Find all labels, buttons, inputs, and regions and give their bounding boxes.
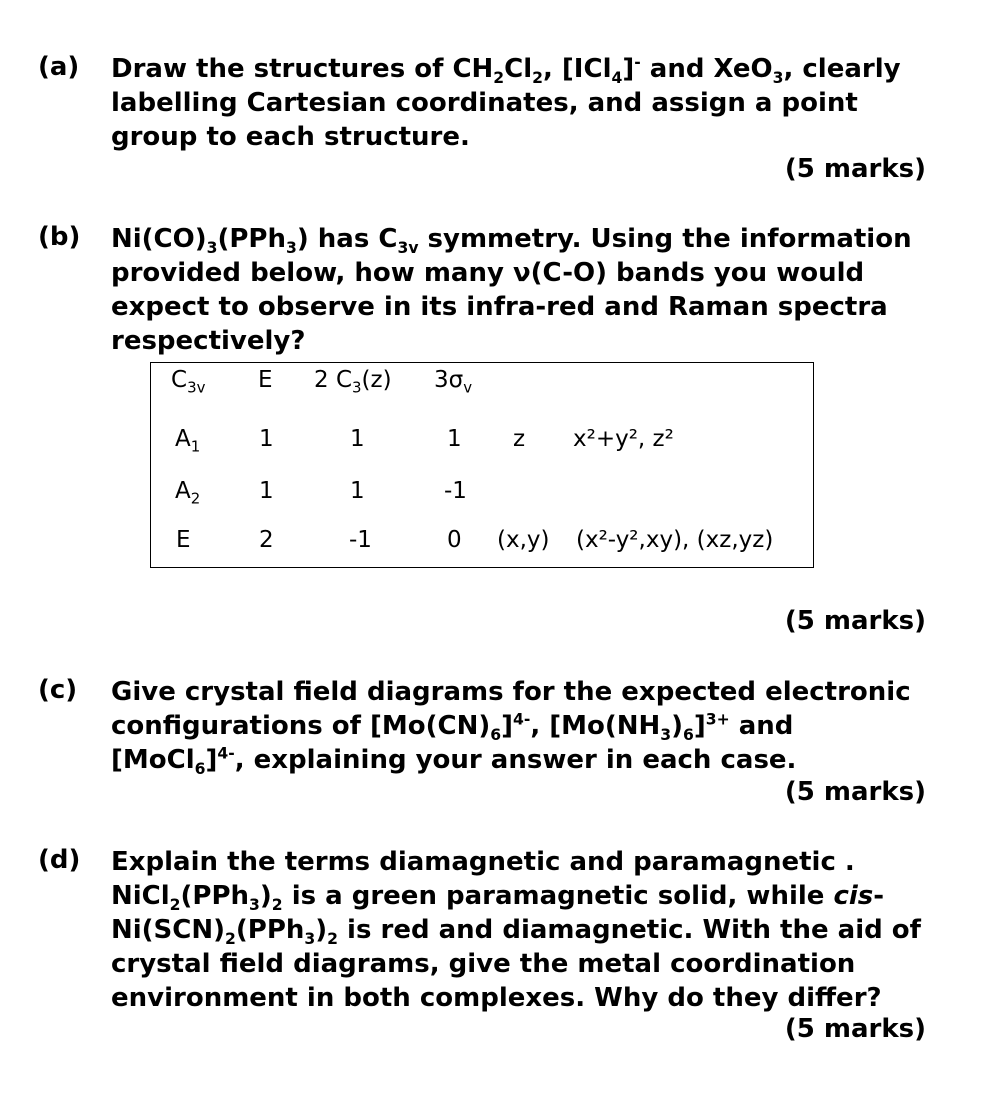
question-b-marks: (5 marks) bbox=[784, 606, 926, 636]
table-cell: -1 bbox=[444, 478, 467, 504]
table-header-c3: 2 $C_3(z)$ bbox=[314, 367, 392, 397]
table-row-a2-irrep: $A_2$ bbox=[175, 478, 201, 508]
table-group-header: $C_{3v}$ bbox=[171, 367, 206, 397]
table-cell: x²+y², z² bbox=[573, 426, 674, 452]
question-b bbox=[38, 222, 928, 358]
table-cell: (x²-y²,xy), (xz,yz) bbox=[576, 527, 774, 553]
question-c bbox=[38, 675, 928, 777]
question-d bbox=[38, 845, 928, 1015]
question-a-label: (a) bbox=[38, 52, 80, 82]
question-b-label: (b) bbox=[38, 222, 81, 252]
table-cell: 1 bbox=[259, 478, 274, 504]
question-d-marks: (5 marks) bbox=[784, 1014, 926, 1044]
question-a bbox=[38, 52, 928, 154]
table-row-a1-irrep: $A_1$ bbox=[175, 426, 201, 456]
question-d-text: Explain the terms diamagnetic and paramagnetic . $NiCl_2(PPh_3)_2$ is a green paramagnetic solid, while cis-$Ni(SCN)_2(PPh_3)_2$ is red and diamagnetic. With the aid of crystal field diagrams, give the metal coordination environment in both complexes. Why do they differ? bbox=[111, 847, 921, 1013]
table-cell: (x,y) bbox=[497, 527, 550, 553]
question-d-label: (d) bbox=[38, 845, 81, 875]
table-cell: 1 bbox=[350, 478, 365, 504]
question-b-text: $Ni(CO)_3(PPh_3)$ has $C_{3v}$ symmetry. Using the information provided below, how many ν(C-O) bands you would expect to observe in its infra-red and Raman spectra respectively? bbox=[111, 224, 912, 356]
table-row-e-irrep: E bbox=[176, 527, 191, 553]
table-cell: z bbox=[513, 426, 526, 452]
character-table bbox=[150, 362, 814, 568]
question-c-label: (c) bbox=[38, 675, 78, 705]
question-a-marks: (5 marks) bbox=[784, 154, 926, 184]
table-cell: -1 bbox=[349, 527, 372, 553]
table-cell: 1 bbox=[350, 426, 365, 452]
table-header-e: E bbox=[258, 367, 273, 393]
question-a-text: Draw the structures of $CH_2Cl_2$, [ICl$_4$]- and XeO$_3$, clearly labelling Cartesian coordinates, and assign a point group to each structure. bbox=[111, 53, 901, 152]
question-c-text: Give crystal field diagrams for the expected electronic configurations of $[Mo(CN)_6]^{4-}$, $[Mo(NH_3)_6]^{3+}$ and [MoCl$_6$]$^{4-}$, explaining your answer in each case. bbox=[111, 677, 911, 779]
table-cell: 1 bbox=[259, 426, 274, 452]
table-header-sigma: $3\sigma_v$ bbox=[434, 367, 473, 397]
table-cell: 1 bbox=[447, 426, 462, 452]
table-cell: 0 bbox=[447, 527, 462, 553]
table-cell: 2 bbox=[259, 527, 274, 553]
question-c-marks: (5 marks) bbox=[784, 777, 926, 807]
